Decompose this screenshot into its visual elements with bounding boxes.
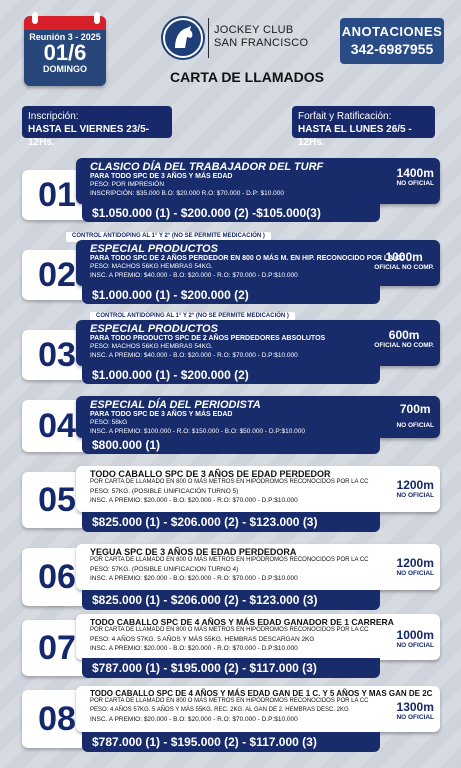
race-fees: INSCRIPCIÓN: $35.000 B.O: $20.000 R.O: $70.000 - D.P: $10.000 (90, 190, 285, 197)
horse-logo-icon (163, 18, 203, 58)
race-panel (76, 614, 440, 660)
race-number: 06 (22, 548, 92, 606)
race-fees: INSC. A PREMIO: $20.000 - B.O: $20.000 - R.O: $70.000 - D.P:$10.000 (90, 575, 298, 582)
race-prizes: $1.050.000 (1) - $200.000 (2) -$105.000(3) (82, 204, 380, 222)
race-weight: PESO: 57KG. (POSIBLE UNIFICACION TURNO 4) (90, 566, 239, 573)
race-subtitle: POR CARTA DE LLAMADO EN 800 O MÁS METROS EN HIPÓDROMOS RECONOCIDOS POR LA CC (90, 698, 369, 704)
race-title: TODO CABALLO SPC DE 4 AÑOS Y MÁS EDAD GAN DE 1 C. Y 5 AÑOS Y MAS GAN DE 2C (90, 689, 433, 698)
official-status: OFICIAL NO COMP. (374, 342, 434, 349)
club-line-2: SAN FRANCISCO (214, 37, 309, 49)
race-subtitle: POR CARTA DE LLAMADO EN 800 O MÁS METROS EN HIPÓDROMOS RECONOCIDOS POR LA CC (90, 627, 369, 633)
race-number: 07 (22, 620, 92, 676)
race-row (22, 466, 440, 532)
forfait-notice (292, 106, 435, 148)
calendar-ring-icon (32, 12, 38, 24)
race-row (22, 686, 440, 752)
race-prizes: $1.000.000 (1) - $200.000 (2) (82, 366, 380, 384)
race-row (22, 544, 440, 610)
race-fees: INSC. A PREMIO: $20.000 - B.O: $20.000 - R.O: $70.000 - D.P:$10.000 (90, 716, 298, 723)
race-weight: PESO: 4 AÑOS 57KG. 5 AÑOS Y MÁS 55KG. HEMBRAS DESCARGAN 2KG (90, 636, 315, 643)
race-subtitle: PARA TODO PRODUCTO SPC DE 2 AÑOS PERDEDORES ABSOLUTOS (90, 335, 326, 342)
club-name (214, 24, 308, 50)
race-distance (396, 628, 434, 649)
race-title: YEGUA SPC DE 3 AÑOS DE EDAD PERDEDORA (90, 547, 297, 557)
race-row (22, 240, 440, 302)
race-distance (396, 166, 434, 187)
race-panel (76, 544, 440, 590)
race-weight: PESO: MACHOS 56KG HEMBRAS 54KG. (90, 263, 213, 270)
distance-value: 1400m (396, 166, 434, 180)
race-fees: INSC. A PREMIO: $40.000 - B.O: $20.000 - R.O: $70.000 - D.P:$10.000 (90, 352, 298, 359)
official-status: NO OFICIAL (396, 492, 434, 499)
official-status: NO OFICIAL (396, 642, 434, 649)
distance-value: 1000m (396, 628, 434, 642)
race-row (22, 396, 440, 458)
race-subtitle: PARA TODO SPC DE 3 AÑOS Y MÁS EDAD (90, 173, 233, 180)
anotaciones-phone: 342-6987955 (350, 41, 434, 57)
race-fees: INSC. A PREMIO: $20.000 - B.O: $20.000 - R.O: $70.000 - D.P:$10.000 (90, 497, 298, 504)
race-number: 02 (22, 250, 92, 300)
race-row (22, 614, 440, 678)
race-panel (76, 320, 440, 366)
distance-value: 700m (399, 402, 431, 416)
race-subtitle: PARA TODO SPC DE 2 AÑOS PERDEDOR EN 800 O MÁS M. EN HIP. RECONOCIDO POR LA CC (90, 255, 406, 262)
race-number: 08 (22, 690, 92, 748)
race-distance (396, 402, 434, 429)
race-prizes: $800.000 (1) (82, 436, 380, 454)
race-weight: PESO: MACHOS 56KG HEMBRAS 54KG. (90, 343, 213, 350)
race-fees: INSC. A PREMIO: $20.000 - B.O: $20.000 - R.O: $70.000 - D.P:$10.000 (90, 645, 298, 652)
race-weight: PESO: 58kG (90, 419, 128, 426)
race-day: DOMINGO (43, 64, 87, 74)
anotaciones-title: ANOTACIONES (341, 24, 443, 39)
race-distance (374, 250, 434, 271)
race-weight: PESO: 4 AÑOS 57KG. 5 AÑOS Y MÁS 55KG. REC. 2KG. AL GAN DE 2. HEMBRAS DESC. 2KG (90, 707, 349, 713)
race-distance (396, 478, 434, 499)
anotaciones-box (340, 18, 444, 64)
calendar-ring-icon (94, 12, 100, 24)
official-status: NO OFICIAL (396, 570, 434, 577)
race-date: 01/6 (43, 40, 87, 65)
antidoping-notice: CONTROL ANTIDOPING AL 1° Y 2° (NO SE PERMITE MEDICACIÓN ) (90, 312, 295, 322)
race-number: 01 (22, 170, 92, 220)
race-fees: INSC. A PREMIO: $40.000 - B.O: $20.000 - R.O: $70.000 - D.P:$10.000 (90, 272, 298, 279)
race-subtitle: POR CARTA DE LLAMADO EN 800 O MÁS METROS EN HIPÓDROMOS RECONOCIDOS POR LA CC (90, 557, 369, 563)
logo-divider (208, 18, 209, 58)
race-distance (396, 700, 434, 721)
season-label: Reunión 3 - 2025 (29, 32, 101, 42)
race-title: TODO CABALLO SPC DE 4 AÑOS Y MÁS EDAD GANADOR DE 1 CARRERA (90, 617, 394, 627)
race-panel (76, 686, 440, 732)
forfait-title: Forfait y Ratificación: (298, 111, 392, 122)
race-title: TODO CABALLO SPC DE 3 AÑOS DE EDAD PERDEDOR (90, 469, 331, 479)
inscripcion-notice (22, 106, 172, 148)
race-number: 03 (22, 330, 92, 380)
distance-value: 1300m (396, 700, 434, 714)
race-number: 05 (22, 472, 92, 528)
race-number: 04 (22, 400, 92, 452)
race-subtitle: PARA TODO SPC DE 3 AÑOS Y MÁS EDAD (90, 411, 233, 418)
race-title: ESPECIAL DÍA DEL PERIODISTA (90, 399, 261, 411)
page-title: CARTA DE LLAMADOS (170, 69, 324, 85)
race-prizes: $825.000 (1) - $206.000 (2) - $123.000 (3) (82, 512, 380, 532)
official-status: OFICIAL NO COMP. (374, 264, 434, 271)
inscripcion-text: HASTA EL VIERNES 23/5- 12Hs. (28, 124, 149, 148)
race-weight: PESO: POR IMPRESIÓN (90, 181, 165, 188)
club-line-1: JOCKEY CLUB (214, 24, 294, 36)
race-weight: PESO: 57KG. (POSIBLE UNIFICACIÓN TURNO 5) (90, 488, 239, 495)
race-panel (76, 396, 440, 438)
race-prizes: $787.000 (1) - $195.000 (2) - $117.000 (3) (82, 658, 380, 678)
date-badge (24, 16, 106, 86)
race-fees: INSC. A PREMIO: $100.000 - R.O: $150.000 - B.O: $50.000 - D.P:$10.000 (90, 428, 305, 435)
race-panel (76, 158, 440, 204)
race-row (22, 320, 440, 382)
official-status: NO OFICIAL (396, 714, 434, 721)
forfait-text: HASTA EL LUNES 26/5 - 12Hs. (298, 124, 412, 148)
antidoping-notice: CONTROL ANTIDOPING AL 1° Y 2° (NO SE PERMITE MEDICACIÓN ) (66, 232, 271, 242)
race-title: ESPECIAL PRODUCTOS (90, 243, 218, 255)
distance-value: 1000m (385, 250, 423, 264)
inscripcion-title: Inscripción: (28, 111, 79, 122)
distance-value: 600m (388, 328, 420, 342)
race-distance (374, 328, 434, 349)
race-panel (76, 466, 440, 512)
official-status: NO OFICIAL (396, 180, 434, 187)
race-subtitle: POR CARTA DE LLAMADO EN 800 O MÁS METROS EN HIPÓDROMOS RECONOCIDOS POR LA CC (90, 479, 369, 485)
distance-value: 1200m (396, 478, 434, 492)
official-status: NO OFICIAL (396, 422, 434, 429)
race-prizes: $825.000 (1) - $206.000 (2) - $123.000 (3) (82, 590, 380, 610)
race-prizes: $1.000.000 (1) - $200.000 (2) (82, 286, 380, 304)
race-title: ESPECIAL PRODUCTOS (90, 323, 218, 335)
race-row (22, 158, 440, 222)
race-panel (76, 240, 440, 286)
distance-value: 1200m (396, 556, 434, 570)
race-prizes: $787.000 (1) - $195.000 (2) - $117.000 (3) (82, 732, 380, 752)
race-title: CLASICO DÍA DEL TRABAJADOR DEL TURF (90, 161, 324, 173)
race-distance (396, 556, 434, 577)
